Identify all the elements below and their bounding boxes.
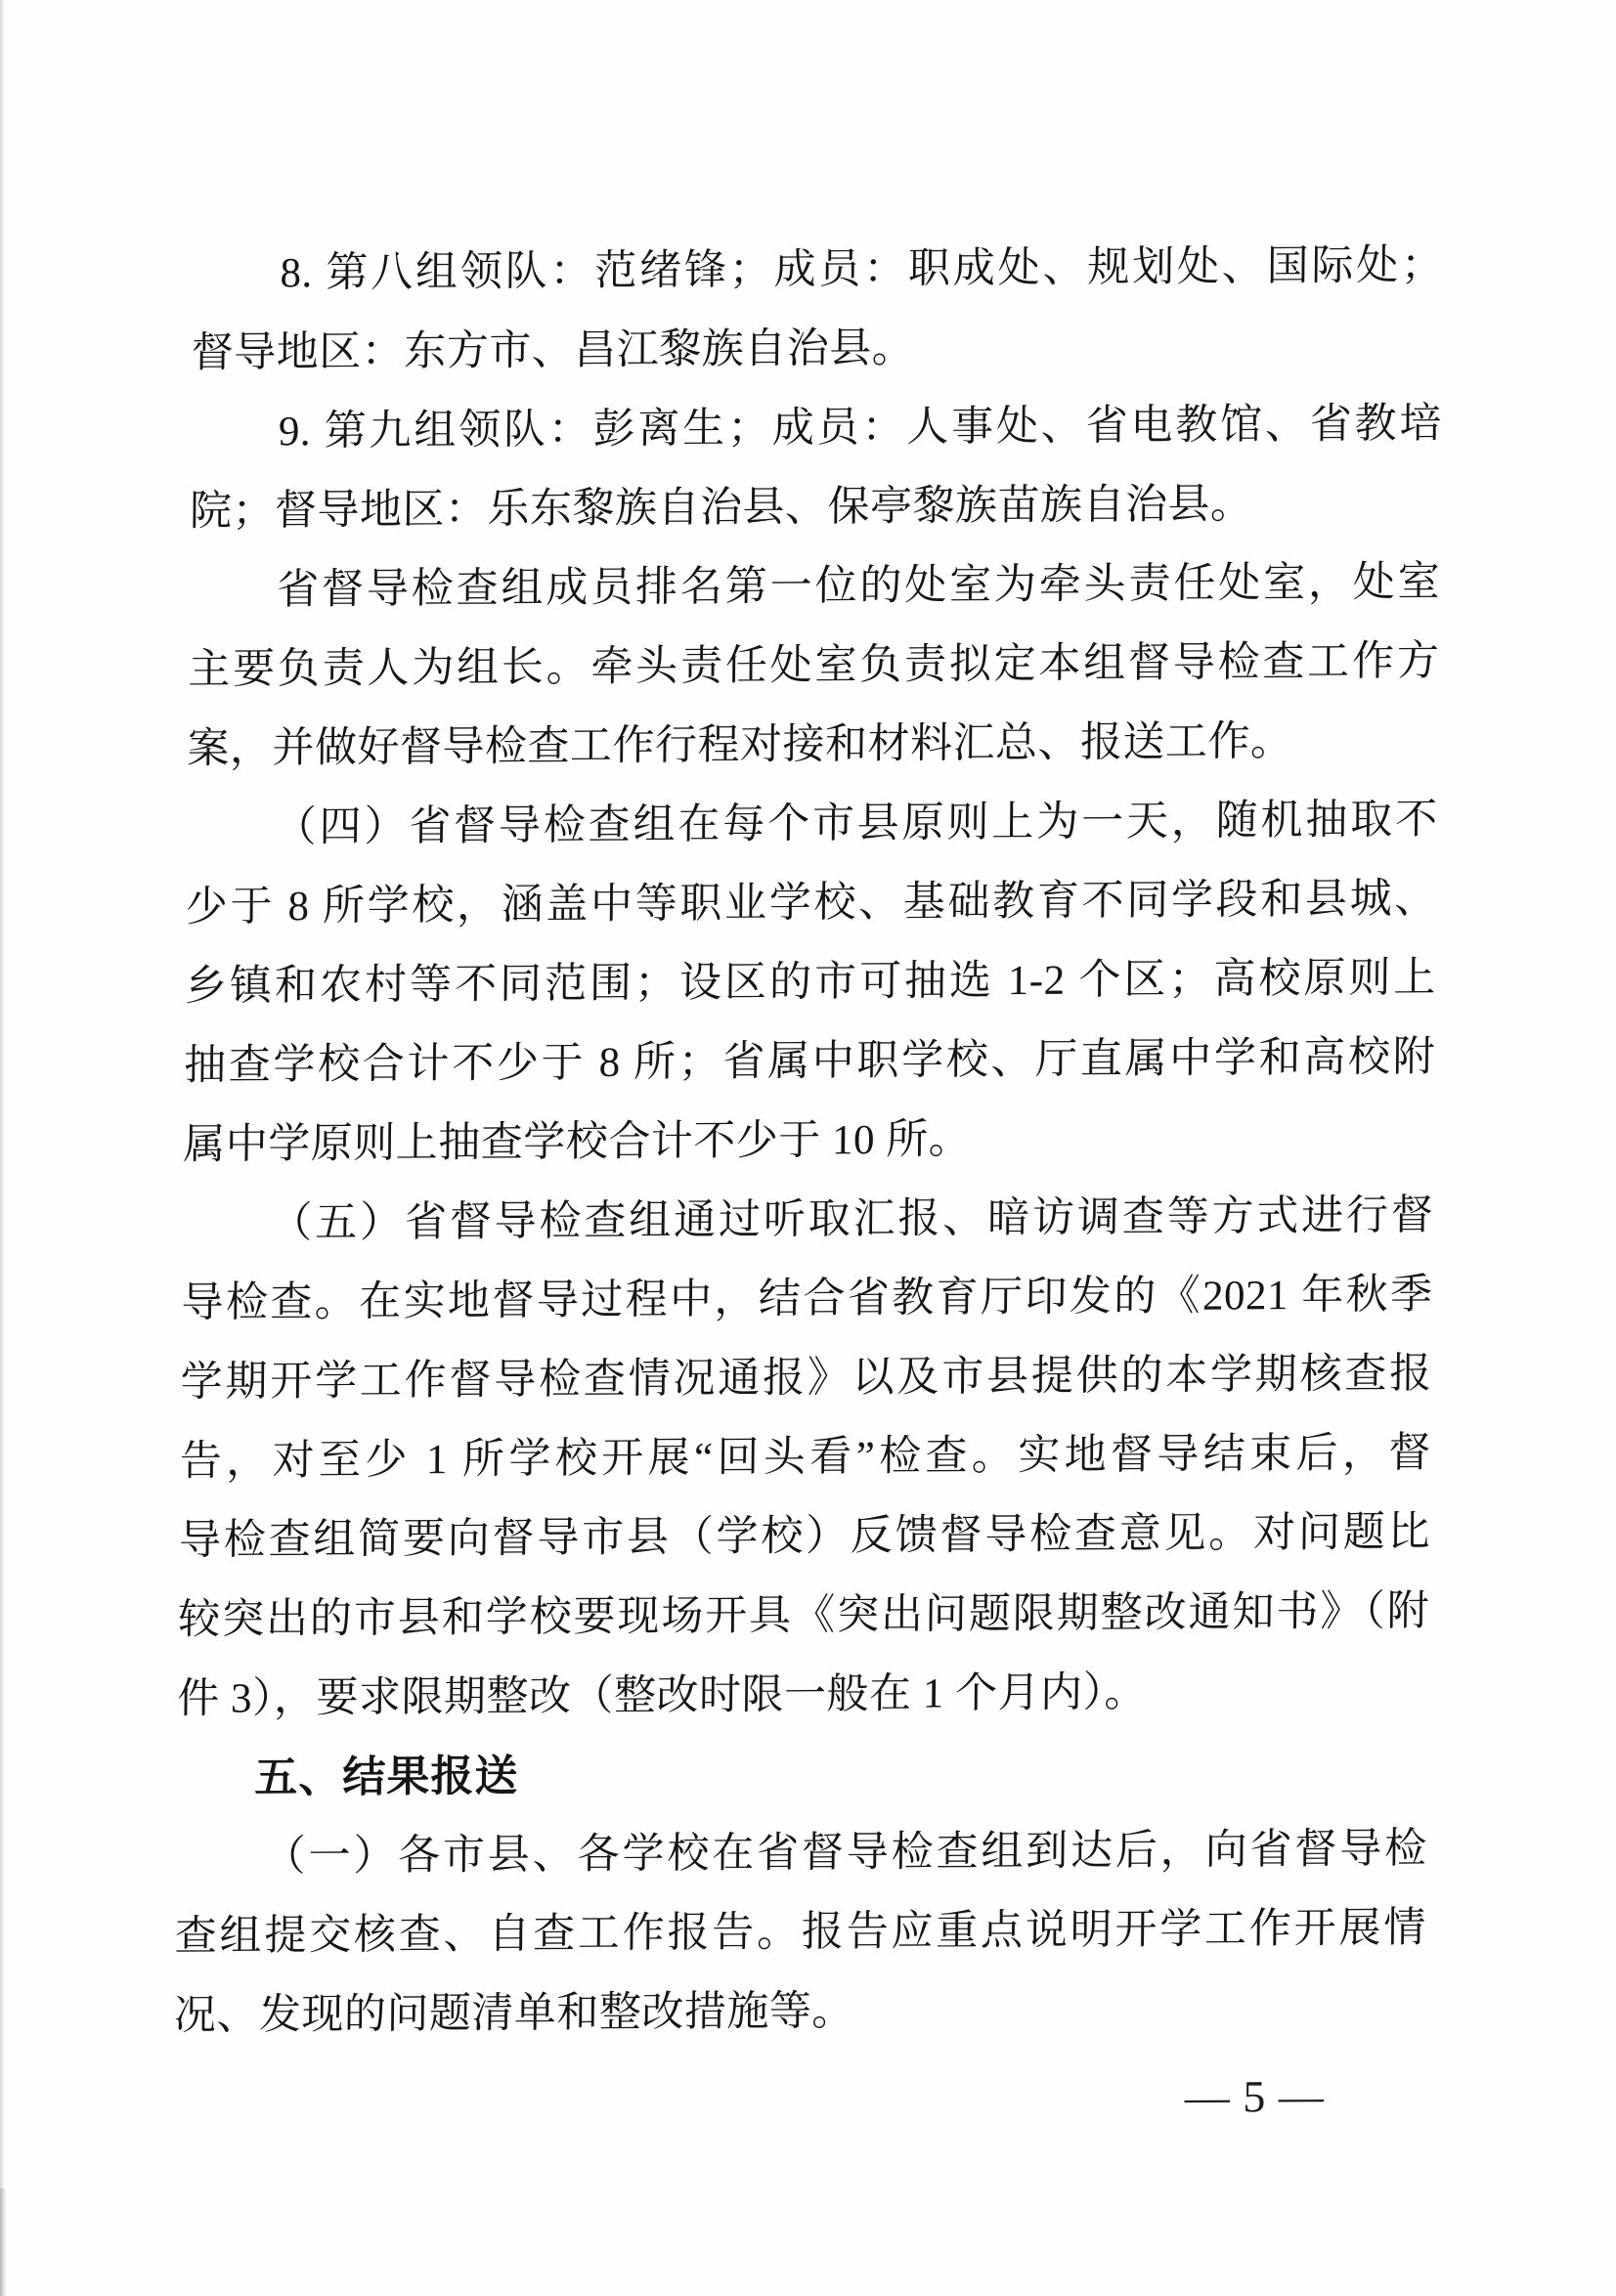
- text-line: 件 3），要求限期整改（整改时限一般在 1 个月内）。: [177, 1669, 1148, 1722]
- text-line: 查组提交核查、自查工作报告。报告应重点说明开学工作开展情: [174, 1905, 1427, 1960]
- text-line: 抽查学校合计不少于 8 所；省属中职学校、厅直属中学和高校附: [183, 1034, 1436, 1089]
- text-line: 主要负责人为组长。牵头责任处室负责拟定本组督导检查工作方: [188, 638, 1440, 693]
- text-line: 况、发现的问题清单和整改措施等。: [173, 1988, 855, 2039]
- text-line: 8. 第八组领队：范绪锋；成员：职成处、规划处、国际处；: [280, 242, 1444, 297]
- text-line: 督导地区：东方市、昌江黎族自治县。: [191, 325, 915, 376]
- section-heading: 五、结果报送: [254, 1752, 519, 1802]
- text-line: 学期开学工作督导检查情况通报》以及市县提供的本学期核查报: [180, 1351, 1432, 1406]
- page-number: — 5 —: [1184, 2070, 1326, 2122]
- text-line: 案，并做好督导检查工作行程对接和材料汇总、报送工作。: [187, 718, 1293, 772]
- text-line: 乡镇和农村等不同范围；设区的市可抽选 1-2 个区；高校原则上: [184, 955, 1437, 1010]
- text-line: 属中学原则上抽查学校合计不少于 10 所。: [182, 1116, 972, 1168]
- text-line: 省督导检查组成员排名第一位的处室为牵头责任处室，处室: [276, 559, 1441, 614]
- text-line: （四）省督导检查组在每个市县原则上为一天，随机抽取不: [274, 797, 1438, 851]
- text-line: 9. 第九组领队：彭离生；成员：人事处、省电教馆、省教培: [278, 401, 1443, 455]
- text-line: （五）省督导检查组通过听取汇报、暗访调查等方式进行督: [270, 1192, 1434, 1247]
- scan-corner-artifact: [0, 2188, 7, 2296]
- text-line: 导检查。在实地督导过程中，结合省教育厅印发的《2021 年秋季: [181, 1272, 1433, 1326]
- document-body: [172, 226, 1444, 2180]
- text-line: 较突出的市县和学校要现场开具《突出问题限期整改通知书》（附: [177, 1588, 1430, 1643]
- text-line: 导检查组简要向督导市县（学校）反馈督导检查意见。对问题比: [178, 1509, 1431, 1564]
- text-line: 告，对至少 1 所学校开展“回头看”检查。实地督导结束后，督: [179, 1430, 1432, 1485]
- text-line: 少于 8 所学校，涵盖中等职业学校、基础教育不同学段和县城、: [185, 876, 1438, 931]
- text-line: 院；督导地区：乐东黎族自治县、保亭黎族苗族自治县。: [189, 481, 1253, 535]
- scan-edge-artifact: [0, 0, 5, 2296]
- text-line: （一）各市县、各学校在省督导检查组到达后，向省督导检: [263, 1826, 1427, 1881]
